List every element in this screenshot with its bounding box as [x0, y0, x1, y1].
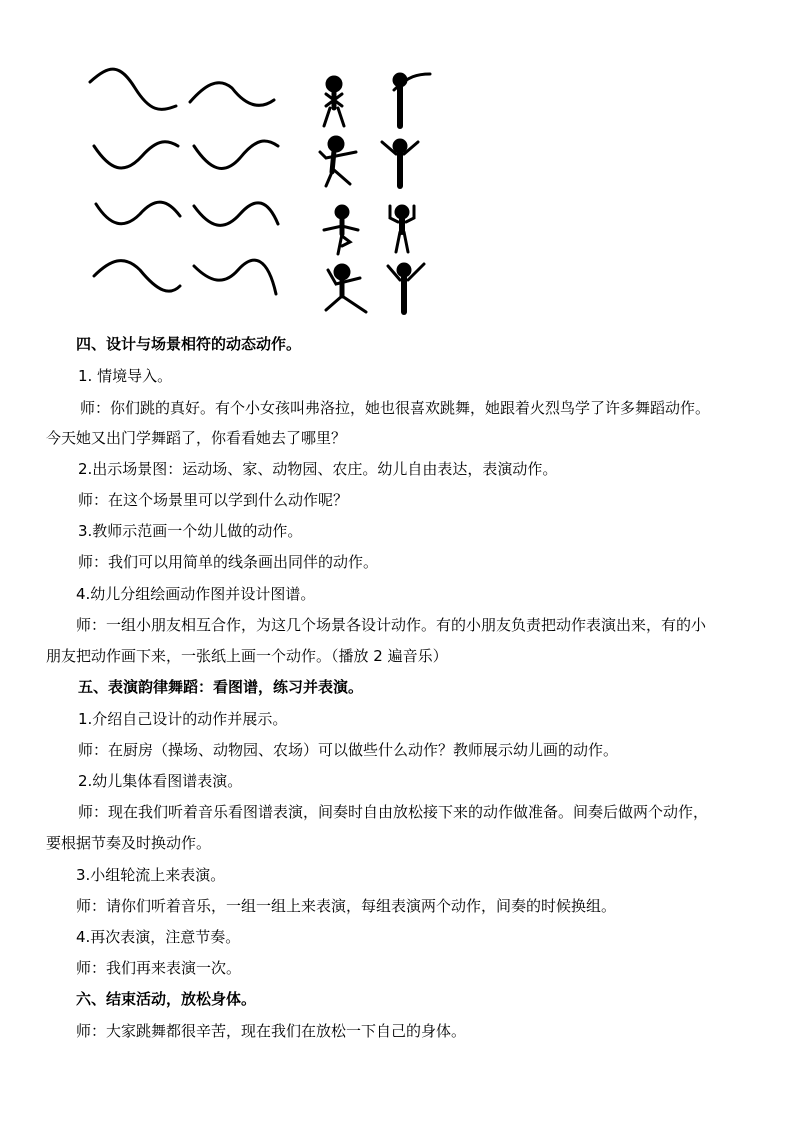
dancer-arm-wave-icon [394, 74, 430, 126]
teacher-line: 师：在厨房（操场、动物园、农场）可以做些什么动作？教师展示幼儿画的动作。 [78, 741, 619, 759]
paragraph-continuation: 今天她又出门学舞蹈了，你看看她去了哪里？ [46, 429, 347, 447]
dancer-lunge-icon [326, 265, 366, 312]
section-heading-6: 六、结束活动，放松身体。 [76, 990, 257, 1008]
teacher-line: 师：在这个场景里可以学到什么动作呢？ [78, 491, 349, 509]
teacher-line: 师：我们可以用简单的线条画出同伴的动作。 [78, 553, 379, 571]
wave-line-icon [90, 69, 176, 109]
step-2-title: 2.幼儿集体看图谱表演。 [78, 772, 243, 790]
section-heading-4: 四、设计与场景相符的动态动作。 [76, 335, 302, 353]
wave-line-icon [194, 203, 278, 226]
dancer-arms-up-icon [382, 140, 418, 186]
step-1-title: 1.介绍自己设计的动作并展示。 [78, 710, 288, 728]
teacher-line: 师：请你们听着音乐，一组一组上来表演，每组表演两个动作，间奏的时候换组。 [76, 897, 617, 915]
teacher-line: 师：现在我们听着音乐看图谱表演，间奏时自由放松接下来的动作做准备。间奏后做两个动作， [78, 803, 709, 821]
wave-line-icon [190, 83, 274, 106]
teacher-line: 师：你们跳的真好。有个小女孩叫弗洛拉，她也很喜欢跳舞，她跟着火烈鸟学了许多舞蹈动作。 [80, 399, 711, 417]
teacher-line: 师：一组小朋友相互合作，为这几个场景各设计动作。有的小朋友负责把动作表演出来，有的小 [76, 616, 707, 634]
step-1-title: 1. 情境导入。 [78, 367, 173, 385]
wave-line-icon [94, 142, 178, 168]
step-3-title: 3.小组轮流上来表演。 [76, 866, 226, 884]
step-4-title: 4.再次表演，注意节奏。 [76, 928, 241, 946]
dancer-arms-crossed-icon [324, 77, 344, 126]
dancer-flex-icon [390, 206, 414, 252]
paragraph-continuation: 要根据节奏及时换动作。 [46, 834, 212, 852]
paragraph-continuation: 朋友把动作画下来，一张纸上画一个动作。（播放 2 遍音乐） [46, 647, 448, 665]
section-heading-5: 五、表演韵律舞蹈：看图谱，练习并表演。 [78, 678, 364, 696]
wave-line-icon [194, 141, 278, 168]
dance-score-figure [80, 66, 440, 326]
wave-line-icon [96, 202, 180, 224]
teacher-line: 师：大家跳舞都很辛苦，现在我们在放松一下自己的身体。 [76, 1022, 467, 1040]
step-4-title: 4.幼儿分组绘画动作图并设计图谱。 [76, 585, 316, 603]
wave-line-icon [194, 260, 276, 294]
wave-line-icon [94, 261, 180, 292]
dancer-kick-icon [320, 137, 356, 186]
step-2-title: 2.出示场景图：运动场、家、动物园、农庄。幼儿自由表达，表演动作。 [78, 460, 558, 478]
dancer-one-leg-icon [324, 206, 358, 254]
teacher-line: 师：我们再来表演一次。 [76, 959, 242, 977]
step-3-title: 3.教师示范画一个幼儿做的动作。 [78, 522, 303, 540]
dancer-arms-raised-icon [388, 264, 424, 312]
